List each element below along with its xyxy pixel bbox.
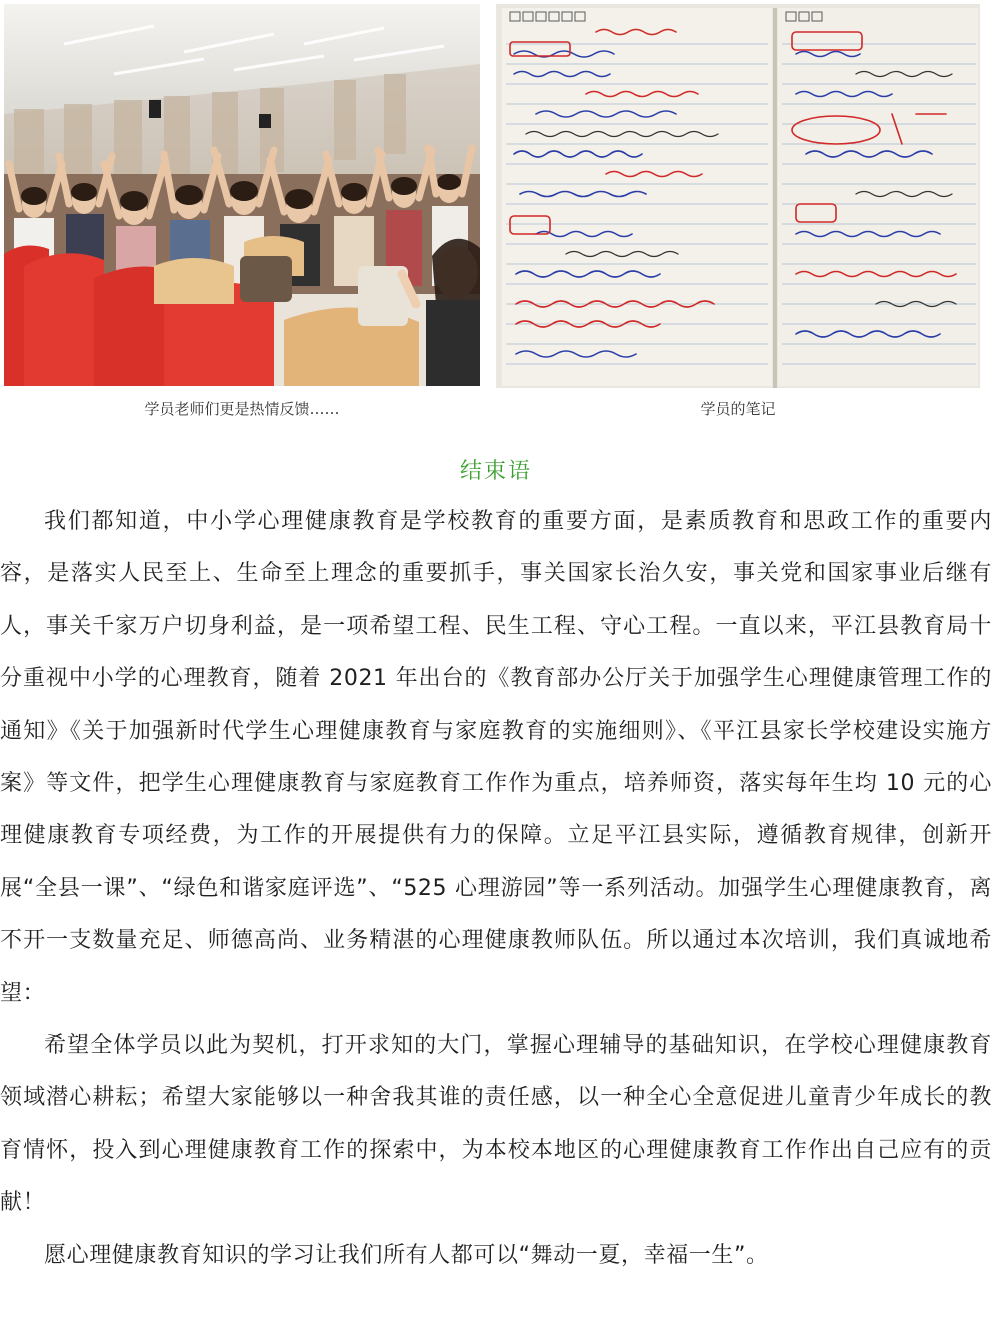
auditorium-photo xyxy=(4,4,480,386)
photo-caption-left: 学员老师们更是热情反馈…… xyxy=(144,400,340,418)
paragraph: 希望全体学员以此为契机，打开求知的大门，掌握心理辅导的基础知识，在学校心理健康教育领域潜心耕耘；希望大家能够以一种舍我其谁的责任感，以一种全心全意促进儿童青少年成长的教育情怀，投入到心理健康教育工作的探索中，为本校本地区的心理健康教育工作作出自己应有的贡献！ xyxy=(0,1033,992,1216)
paragraph: 愿心理健康教育知识的学习让我们所有人都可以“舞动一夏，幸福一生”。 xyxy=(44,1242,769,1268)
paragraph: 我们都知道，中小学心理健康教育是学校教育的重要方面，是素质教育和思政工作的重要内容，是落实人民至上、生命至上理念的重要抓手，事关国家长治久安，事关党和国家事业后继有人，事关千家万户切身利益，是一项希望工程、民生工程、守心工程。一直以来，平江县教育局十分重视中小学的心理教育，随着 2021 年出台的《教育部办公厅关于加强学生心理健康管理工作的通知》《关于加强新时代学生心理健康教育与家庭教育的实施细则》、《平江县家长学校建设实施方案》等文件，把学生心理健康教育与家庭教育工作作为重点，培养师资，落实每年生均 10 元的心理健康教育专项经费，为工作的开展提供有力的保障。立足平江县实际，遵循教育规律，创新开展“全县一课”、“绿色和谐家庭评选”、“525 心理游园”等一系列活动。加强学生心理健康教育，离不开一支数量充足、师德高尚、业务精湛的心理健康教师队伍。所以通过本次培训，我们真诚地希望： xyxy=(0,509,992,1006)
notebook-photo xyxy=(496,4,980,388)
article-body xyxy=(0,496,992,1282)
photo-caption-right: 学员的笔记 xyxy=(700,400,776,418)
auditorium-illustration xyxy=(4,4,480,386)
notebook-illustration xyxy=(496,4,980,388)
section-title: 结束语 xyxy=(459,459,532,484)
